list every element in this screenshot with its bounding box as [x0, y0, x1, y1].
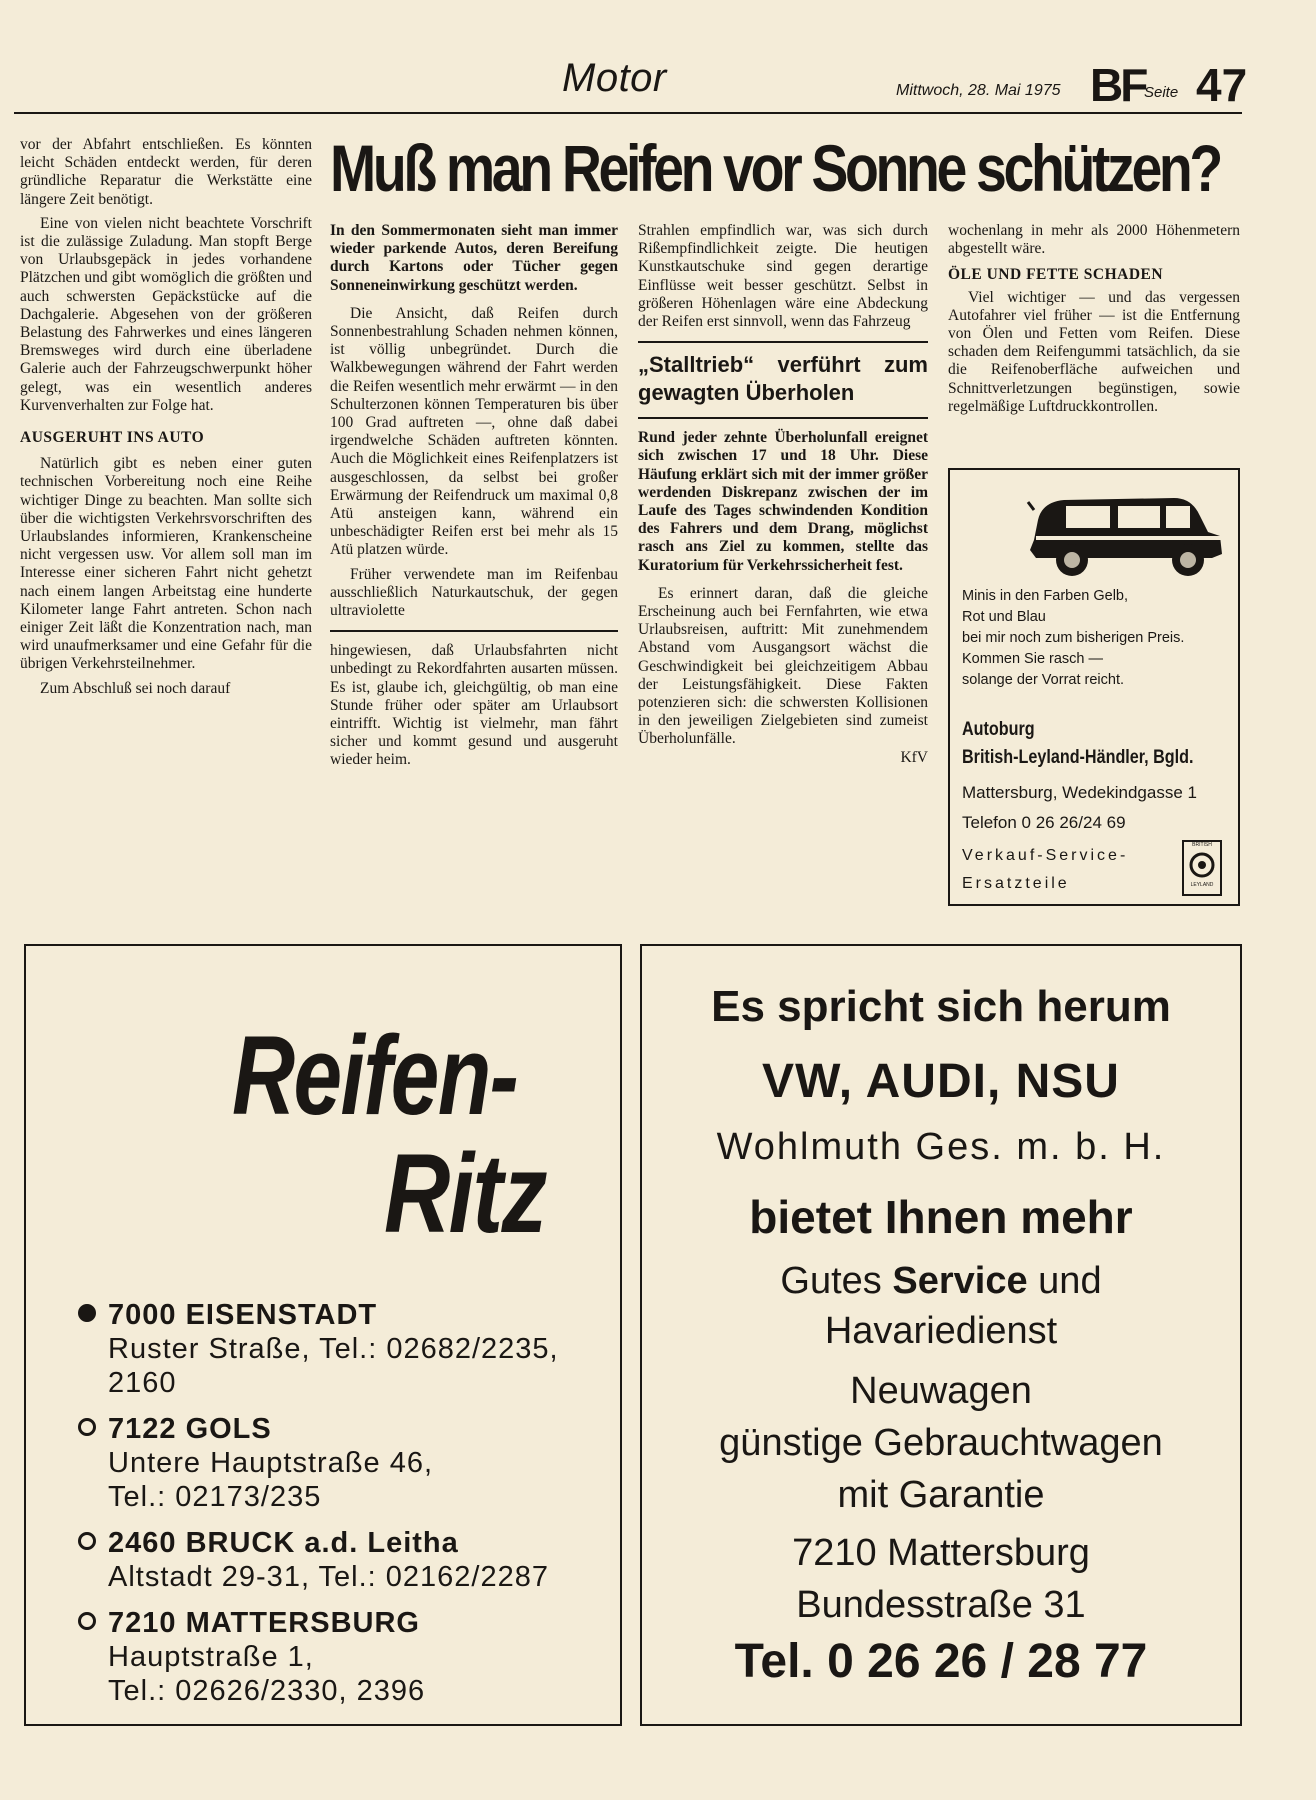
- ad-line: Es spricht sich herum: [711, 982, 1171, 1031]
- british-leyland-badge-icon: [1182, 840, 1222, 896]
- dealer-city: 7210 Mattersburg: [792, 1532, 1090, 1574]
- location-address: 2160: [108, 1367, 177, 1399]
- badge-text: LEYLAND: [1190, 882, 1214, 888]
- circle-bullet-icon: [78, 1612, 96, 1630]
- location-phone: Tel.: 02626/2330, 2396: [108, 1675, 426, 1707]
- article-lead: In den Sommermonaten sieht man immer wieder parkende Autos, deren Bereifung durch Kartons oder Tücher gegen Sonneneinwirkung geschützt werden.: [330, 222, 618, 294]
- article-column-4: [948, 222, 1240, 416]
- brand-line: VW, AUDI, NSU: [762, 1055, 1120, 1108]
- location-phone: Tel.: 02173/235: [108, 1481, 322, 1513]
- page-label: Seite: [1144, 84, 1179, 101]
- issue-date: Mittwoch, 28. Mai 1975: [896, 82, 1061, 99]
- location-address: Ruster Straße, Tel.: 02682/2235,: [108, 1333, 559, 1365]
- dealer-services: Ersatzteile: [962, 875, 1070, 892]
- ad-line: Havariedienst: [824, 1310, 1058, 1352]
- ad-line: bietet Ihnen mehr: [749, 1191, 1133, 1243]
- location-address: Altstadt 29-31, Tel.: 02162/2287: [108, 1561, 549, 1593]
- column-divider: [330, 630, 618, 632]
- filled-bullet-icon: [78, 1304, 96, 1322]
- badge-text: BRITISH: [1192, 842, 1212, 848]
- location-city: 7210 MATTERSBURG: [78, 1606, 618, 1640]
- location-city: 7000 EISENSTADT: [78, 1298, 618, 1332]
- ad-title-reifen: Reifen-: [232, 1013, 518, 1138]
- col3-paragraph: Strahlen empfindlich war, was sich durch Rißempfindlichkeit zeigte. Die heutigen Kunstkautschuke sind gegen derartige Einflüsse weit besser geschützt. Selbst in größeren Höhenlagen wäre eine Abdeckung der Reifen erst sinnvoll, wenn das Fahrzeug: [638, 222, 928, 331]
- col4-heading: ÖLE UND FETTE SCHADEN: [948, 266, 1164, 284]
- dealer-street: Bundesstraße 31: [796, 1584, 1086, 1626]
- page-number: 47: [1196, 59, 1248, 111]
- dealer-address: Mattersburg, Wedekindgasse 1: [962, 783, 1197, 802]
- dealer-name: Autoburg: [962, 719, 1035, 740]
- article-column-1: [20, 136, 312, 698]
- col2-paragraph: hingewiesen, daß Urlaubsfahrten nicht unbedingt zu Rekordfahrten ausarten müssen. Es ist, glaube ich, gleichgültig, ob man eine Stunde früher oder später am Urlaubsort eintrifft. Wichtig ist vielmehr, man fährt sicher und kommt gesund und ausgeruht wieder heim.: [330, 642, 618, 769]
- circle-bullet-icon: [78, 1418, 96, 1436]
- location-address: Untere Hauptstraße 46,: [108, 1447, 434, 1479]
- newspaper-logo: BF: [1090, 59, 1146, 111]
- dealer-services: Verkauf-Service-: [962, 847, 1129, 864]
- mini-ad-line: solange der Vorrat reicht.: [962, 672, 1125, 688]
- dealer-subtitle: British-Leyland-Händler, Bgld.: [962, 747, 1194, 768]
- col1-paragraph: Natürlich gibt es neben einer guten technischen Vorbereitung noch eine Reihe wichtiger Dinge zu beachten. Man sollte sich über die wichtigsten Verkehrsvorschriften des Urlaubslandes informieren, Krankenscheine nicht vergessen usw. Vor allem soll man im Interesse einer sicheren Fahrt nicht gehetzt nach einem langen Arbeitstag eine hunderte Kilometer lange Fahrt antreten. Schon nach einiger Zeit läßt die Konzentration nach, man wird unaufmerksamer und eine Gefahr für die übrigen Verkehrsteilnehmer.: [20, 455, 312, 673]
- dealer-phone: Telefon 0 26 26/24 69: [962, 813, 1126, 832]
- article-column-3: [638, 222, 928, 767]
- article-column-2: [330, 222, 618, 770]
- dealer-phone: Tel. 0 26 26 / 28 77: [734, 1635, 1148, 1688]
- col4-paragraph: wochenlang in mehr als 2000 Höhenmetern abgestellt wäre.: [948, 222, 1240, 258]
- col1-paragraph: Eine von vielen nicht beachtete Vorschrift ist die zulässige Zuladung. Man stopft Berge von Urlaubsgepäck in jedes vorhandene Plätzchen und gibt womöglich die größten und auch schwersten Gepäckstücke auf die Dachgalerie. Abgesehen von der größeren Belastung des Fahrwerkes und eines längeren Bremsweges wird durch eine überladene Galerie auch der Fahrzeugschwerpunkt höher gelegt, was ein wesentlich anderes Kurvenverhalten zur Folge hat.: [20, 214, 312, 414]
- ad-title-ritz: Ritz: [384, 1131, 546, 1256]
- mini-ad-line: bei mir noch zum bisherigen Preis.: [962, 630, 1185, 646]
- circle-bullet-icon: [78, 1532, 96, 1550]
- article-headline: Muß man Reifen vor Sonne schützen?: [330, 131, 1220, 205]
- author-signature: KfV: [900, 748, 928, 766]
- wohlmuth-dealer-ad: [640, 944, 1242, 1726]
- col2-paragraph: Die Ansicht, daß Reifen durch Sonnenbestrahlung Schaden nehmen können, ist völlig unbegründet. Durch die Walkbewegungen während der Fahrt werden die Reifen wesentlich mehr erwärmt — in den Schulterzonen können Temperaturen bis über 100 Grad auftreten —, ohne daß dabei irgendwelche Schäden auftreten könnten. Auch die Möglichkeit eines Reifenplatzers ist ausgeschlossen, da selbst bei großer Erwärmung der Reifendruck um maximal 0,8 Atü ansteigen kann, während ein unbeschädigter Reifen erst bei mehr als 15 Atü platzen würde.: [330, 304, 618, 559]
- company-name: Wohlmuth Ges. m. b. H.: [716, 1126, 1166, 1168]
- location-city: 7122 GOLS: [78, 1412, 618, 1446]
- mini-ad-line: Rot und Blau: [962, 609, 1046, 625]
- column-divider: [638, 341, 928, 343]
- mini-car-icon: [1024, 480, 1228, 580]
- sub-article-lead: Rund jeder zehnte Überholunfall ereignet sich zwischen 17 und 18 Uhr. Diese Häufung erklärt sich mit der immer größer werdenden Diskrepanz zwischen der im Laufe des Tages schwindenden Kondition des Fahrers und dem Drang, möglichst rasch ans Ziel zu kommen, stellte das Kuratorium für Verkehrssicherheit fest.: [638, 429, 928, 574]
- header-rule: [14, 112, 1242, 114]
- location-city: 2460 BRUCK a.d. Leitha: [78, 1526, 618, 1560]
- sub-headline: „Stalltrieb“ verführt zum gewagten Überholen: [638, 352, 928, 406]
- ad-line: mit Garantie: [837, 1474, 1045, 1516]
- section-title: Motor: [562, 56, 667, 100]
- col2-paragraph: Früher verwendete man im Reifenbau ausschließlich Naturkautschuk, der gegen ultraviolette: [330, 565, 618, 620]
- col4-paragraph: Viel wichtiger — und das vergessen Autofahrer viel früher — ist die Entfernung von Ölen und Fetten vom Reifen. Diese schaden dem Reifengummi tatsächlich, da sie die Reifenoberfläche aufweichen und Schnittverletzungen begünstigen, sowie regelmäßige Luftdruckkontrollen.: [948, 288, 1240, 415]
- reifen-ritz-ad: [24, 944, 622, 1726]
- col1-paragraph: Zum Abschluß sei noch darauf: [40, 679, 231, 697]
- location-address: Hauptstraße 1,: [108, 1641, 314, 1673]
- mini-ad-line: Minis in den Farben Gelb,: [962, 588, 1129, 604]
- ad-line: Neuwagen: [850, 1370, 1032, 1412]
- col1-paragraph: vor der Abfahrt entschließen. Es könnten leicht Schäden entdeckt werden, für deren gründliche Reparatur die Werkstätte eine längere Zeit benötigt.: [20, 136, 312, 208]
- ad-line: günstige Gebrauchtwagen: [719, 1422, 1163, 1464]
- ad-line: Gutes Service und: [780, 1260, 1102, 1302]
- col3-paragraph: Es erinnert daran, daß die gleiche Erscheinung auch bei Fernfahrten, wie etwa Urlaubsreisen, auftritt: Mit zunehmendem Abstand vom Ausgangsort wächst die Geschwindigkeit bei gleichzeitigem Abbau der Leistungsfähigkeit. Diese Fakten potenzieren sich: die schwersten Kollisionen in den jeweiligen Zielgebieten sind zumeist Überholunfälle.: [638, 584, 928, 748]
- mini-dealer-ad: [948, 468, 1240, 906]
- col1-heading: AUSGERUHT INS AUTO: [20, 429, 205, 447]
- column-divider: [638, 417, 928, 419]
- mini-ad-line: Kommen Sie rasch —: [962, 651, 1104, 667]
